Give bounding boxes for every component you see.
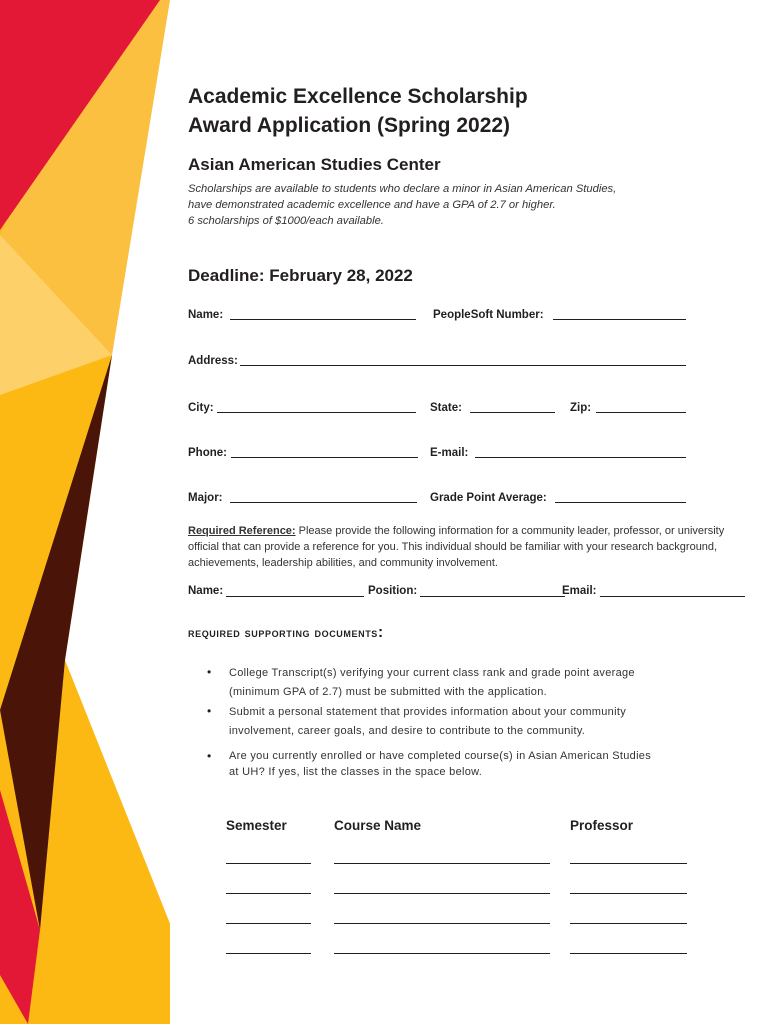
supporting-item-1	[229, 664, 635, 702]
supporting-item-2	[229, 703, 626, 741]
address-field[interactable]	[240, 365, 686, 366]
peoplesoft-label: PeopleSoft Number:	[433, 309, 544, 321]
title-line-2: Award Application (Spring 2022)	[188, 114, 511, 137]
bullet-3: •	[207, 749, 212, 763]
intro-line-3: 6 scholarships of $1000/each available.	[188, 215, 384, 227]
major-label: Major:	[188, 492, 223, 504]
semester-column-header: Semester	[226, 818, 287, 833]
professor-field-row-3[interactable]	[570, 923, 687, 924]
state-field[interactable]	[470, 412, 555, 413]
intro-text	[188, 181, 616, 229]
course-name-field-row-4[interactable]	[334, 953, 550, 954]
center-name: Asian American Studies Center	[188, 155, 441, 174]
reference-heading: Required Reference:	[188, 525, 296, 537]
supporting-documents-heading	[188, 624, 384, 642]
semester-field-row-3[interactable]	[226, 923, 311, 924]
course-name-field-row-2[interactable]	[334, 893, 550, 894]
reference-paragraph	[188, 523, 748, 571]
city-label: City:	[188, 402, 214, 414]
intro-line-1: Scholarships are available to students who declare a minor in Asian American Studies,	[188, 183, 617, 195]
reference-position-group	[368, 585, 565, 597]
title-line-1: Academic Excellence Scholarship	[188, 85, 528, 108]
professor-field-row-4[interactable]	[570, 953, 687, 954]
bullet-2: •	[207, 704, 212, 718]
supporting-item-2-line-1: Submit a personal statement that provides information about your community	[229, 706, 626, 718]
professor-field-row-1[interactable]	[570, 863, 687, 864]
phone-label: Phone:	[188, 447, 227, 459]
email-label: E-mail:	[430, 447, 469, 459]
supporting-item-3	[229, 748, 651, 780]
supporting-heading-text: required supporting documents	[188, 625, 378, 640]
deadline-heading: Deadline: February 28, 2022	[188, 266, 413, 285]
course-name-column-header: Course Name	[334, 818, 422, 833]
reference-email-field[interactable]	[600, 585, 745, 597]
gpa-label: Grade Point Average:	[430, 492, 547, 504]
email-field[interactable]	[475, 457, 686, 458]
reference-email-group	[562, 585, 745, 597]
phone-field[interactable]	[231, 457, 418, 458]
supporting-item-3-line-1: Are you currently enrolled or have completed course(s) in Asian American Studies	[229, 750, 652, 762]
form-title	[188, 82, 528, 140]
supporting-item-1-line-2: (minimum GPA of 2.7) must be submitted with the application.	[229, 686, 547, 698]
city-field[interactable]	[217, 412, 416, 413]
peoplesoft-field[interactable]	[553, 319, 686, 320]
reference-name-label: Name:	[188, 585, 224, 597]
reference-position-field[interactable]	[420, 585, 565, 597]
supporting-item-1-line-1: College Transcript(s) verifying your current class rank and grade point average	[229, 667, 635, 679]
state-label: State:	[430, 402, 462, 414]
supporting-item-3-line-2: at UH? If yes, list the classes in the space below.	[229, 766, 483, 778]
reference-email-label: Email:	[562, 585, 597, 597]
intro-line-2: have demonstrated academic excellence and have a GPA of 2.7 or higher.	[188, 199, 556, 211]
reference-name-field[interactable]	[226, 585, 364, 597]
course-name-field-row-3[interactable]	[334, 923, 550, 924]
name-field[interactable]	[230, 319, 416, 320]
gpa-field[interactable]	[555, 502, 686, 503]
name-label: Name:	[188, 309, 224, 321]
supporting-heading-colon: :	[377, 624, 384, 641]
reference-text: Please provide the following information for a community leader, professor, or university official that can provide a reference for you. This individual should be familiar with your research background, achievements, leadership abilities, and community involvement.	[188, 525, 725, 569]
major-field[interactable]	[230, 502, 417, 503]
reference-fields-row	[188, 585, 364, 597]
semester-field-row-2[interactable]	[226, 893, 311, 894]
professor-field-row-2[interactable]	[570, 893, 687, 894]
course-name-field-row-1[interactable]	[334, 863, 550, 864]
reference-position-label: Position:	[368, 585, 418, 597]
zip-label: Zip:	[570, 402, 592, 414]
semester-field-row-1[interactable]	[226, 863, 311, 864]
semester-field-row-4[interactable]	[226, 953, 311, 954]
bullet-1: •	[207, 665, 212, 679]
address-label: Address:	[188, 355, 238, 367]
zip-field[interactable]	[596, 412, 686, 413]
supporting-item-2-line-2: involvement, career goals, and desire to contribute to the community.	[229, 725, 586, 737]
professor-column-header: Professor	[570, 818, 634, 833]
